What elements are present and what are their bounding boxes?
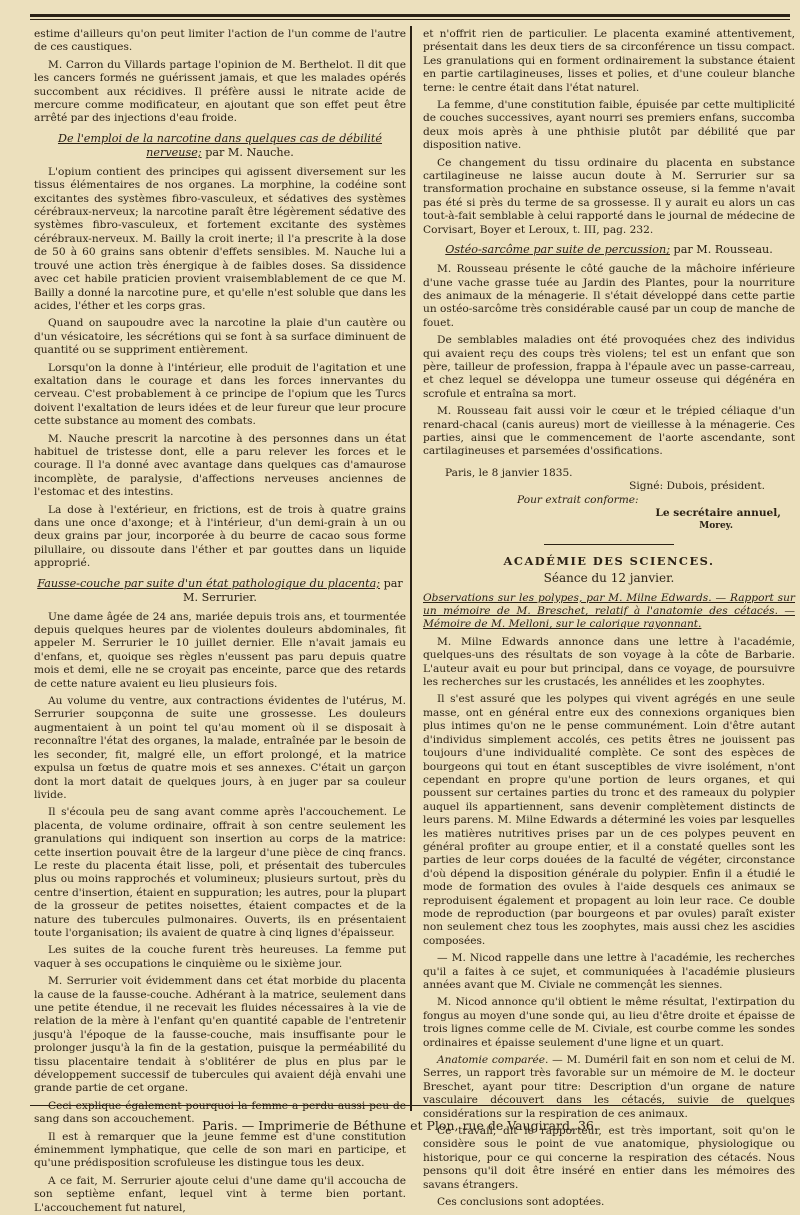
bottom-rule	[30, 1105, 790, 1106]
article-title: De l'emploi de la narcotine dans quelques cas de débilité nerveuse;	[57, 131, 382, 159]
article-author: par M. Serrurier.	[183, 576, 403, 604]
paragraph-body: — M. Duméril fait en son nom et celui de M. Serres, un rapport très favorable sur un mémoire de M. le docteur Breschet, ayant pour titre: Description d'un organe de nature vasculaire découvert dans les cétacés, suivie de quelques considérations sur la respiration de ces animaux.	[423, 1054, 796, 1120]
paragraph: Ceci explique également pourquoi la femme a perdu aussi peu de sang dans son accouchement.	[34, 1099, 406, 1126]
paragraph: De semblables maladies ont été provoquées chez des individus qui avaient reçu des coups très violens; tel est un enfant que son père, tailleur de profession, frappa à l'épaule avec un passe-carreau, et chez lequel se développa une tumeur osseuse qui dégénéra en scrofule et entraîna sa mort.	[423, 334, 795, 400]
paragraph: Ce travail, dit le rapporteur, est très important, soit qu'on le considère sous le point de vue anatomique, physiologique ou historique, pour ce qui concerne la respiration des cétacés. Nous pensons qu'il doit être inséré en entier dans les mémoires des savans étrangers.	[423, 1125, 795, 1191]
paragraph: M. Milne Edwards annonce dans une lettre à l'académie, quelques-uns des résultats de son voyage à la côte de Barbarie. L'auteur avait eu pour but principal, dans ce voyage, de poursuivre les recherches sur les crustacés, les annélides et les zoophytes.	[423, 635, 795, 689]
paragraph: M. Serrurier voit évidemment dans cet état morbide du placenta la cause de la fausse-couche. Adhérant à la matrice, seulement dans une petite étendue, il ne recevait les fluides nécessaires à la vie de relation de la mère à l'enfant qu'en quantité capable de l'entretenir jusqu'à l'époque de la fausse-couche, mais insuffisante pour le prolonger jusqu'à la fin de la gestation, puisque la perméabilité du tissu placentaire tendait à s'oblitérer de plus en plus par le développement successif de tubercules qui avaient déjà envahi une grande partie de cet organe.	[34, 975, 406, 1095]
paragraph: estime d'ailleurs qu'on peut limiter l'action de l'un comme de l'autre de ces caustiques.	[34, 28, 406, 54]
right-column	[423, 28, 796, 1209]
article-title: Ostéo-sarcôme par suite de percussion;	[445, 243, 670, 257]
paragraph: Au volume du ventre, aux contractions évidentes de l'utérus, M. Serrurier soupçonna de suite une grossesse. Les douleurs augmentaient à un point tel qu'au moment où il se disposait à reconnaître l'état des organes, la malade, entraînée par le besoin de les seconder, fit, malgré elle, un effort prolongé, et la matrice expulsa un fœtus de quatre mois et ses annexes. C'était un garçon dont la mort datait de quelques jours, à en juger par sa couleur livide.	[34, 695, 406, 801]
paragraph: Lorsqu'on la donne à l'intérieur, elle produit de l'agitation et une exaltation dans le courage et dans les forces innervantes du cerveau. C'est probablement à ce principe de l'opium que les Turcs doivent l'exaltation de leurs idées et de leur fureur que leur procure cette substance au moment des combats.	[34, 361, 406, 428]
article-author: par M. Rousseau.	[673, 243, 773, 257]
article-heading-osteo-sarcome	[423, 243, 795, 257]
section-rule	[544, 544, 674, 545]
article-author: par M. Nauche.	[205, 145, 294, 159]
session-date: Séance du 12 janvier.	[543, 571, 675, 586]
paragraph: M. Rousseau fait aussi voir le cœur et le trépied céliaque d'un renard-chacal (canis aureus) mort de vieillesse à la ménagerie. Ces parties, ainsi que le commencement de l'aorte ascendante, sont cartilagineuses et parsemées d'ossifications.	[423, 405, 795, 458]
paragraph: M. Nauche prescrit la narcotine à des personnes dans un état habituel de tristesse dont, elle a paru relever les forces et le courage. Il l'a donné avec avantage dans quelques cas d'amaurose incomplète, de paralysie, d'affections nerveuses anciennes de l'estomac et des intestins.	[34, 432, 406, 499]
paragraph-lead: Anatomie comparée.	[437, 1054, 549, 1067]
paragraph: Ce changement du tissu ordinaire du placenta en substance cartilagineuse ne laisse aucun doute à M. Serrurier sur sa transformation prochaine en substance osseuse, si la femme n'avait pas été si près du terme de sa grossesse. Il y aurait eu alors un cas tout-à-fait semblable à celui rapporté dans le journal de médecine de Corvisart, Boyer et Leroux, t. III, pag. 232.	[423, 156, 795, 236]
section-title: ACADÉMIE DES SCIENCES.	[503, 553, 715, 568]
paragraph: Il est à remarquer que la jeune femme est d'une constitution éminemment lymphatique, que celle de son mari en participe, et qu'une prédisposition scrofuleuse les distingue tous les deux.	[34, 1130, 406, 1170]
signature-conforme: Pour extrait conforme:	[517, 493, 639, 506]
paragraph: Il s'écoula peu de sang avant comme après l'accouchement. Le placenta, de volume ordinaire, offrait à son centre seulement les granulations qui indiquent son insertion au corps de la matrice: cette insertion pouvait être de la largeur d'une pièce de cinq francs. Le reste du placenta était lisse, poli, et présentait des tubercules plus ou moins rapprochés et volumineux; plusieurs surtout, près du centre d'insertion, étaient en suppuration; les autres, pour la plupart de la grosseur de petites noisettes, étaient compactes et de la nature des tubercules pulmonaires. Ouverts, ils en présentaient toute l'organisation; ils avaient de quatre à cinq lignes d'épaisseur.	[34, 806, 406, 939]
paragraph	[423, 1054, 795, 1121]
signature-president: Signé: Dubois, président.	[629, 480, 765, 493]
signature-date: Paris, le 8 janvier 1835.	[445, 466, 573, 479]
article-heading-narcotine	[34, 132, 406, 160]
paragraph: M. Nicod annonce qu'il obtient le même résultat, l'extirpation du fongus au moyen d'une sonde qui, au lieu d'être droite et épaisse de trois lignes comme celle de M. Civiale, est courbe comme les sondes ordinaires et épaisse seulement d'une ligne et un quart.	[423, 996, 795, 1049]
paragraph: et n'offrit rien de particulier. Le placenta examiné attentivement, présentait dans les deux tiers de sa circonférence un tissu compact. Les granulations qui en forment ordinairement la substance étaient en partie cartilagineuses, lisses et polies, et d'une couleur blanche terne: le centre était dans l'état naturel.	[423, 28, 795, 94]
paragraph: Il s'est assuré que les polypes qui vivent agrégés en une seule masse, ont en général entre eux des connexions organiques bien plus intimes qu'on ne le pense communément. Loin d'être autant d'individus simplement accolés, ces petits êtres ne jouissent pas toujours d'une individualité complète. Ce sont des espèces de bourgeons qui tout en étant susceptibles de vivre isolément, n'ont cependant en propre qu'une portion de leurs organes, et qui poussent sur certaines parties du tronc et des rameaux du polypier auquel ils appartiennent, sans devenir complètement distincts de leurs parens. M. Milne Edwards a déterminé les voies par lesquelles les matières nutritives prises par un de ces polypes peuvent en général profiter au groupe entier, et il a constaté quelles sont les parties de leur corps douées de la faculté de végéter, circonstance d'où dépend la disposition générale du polypier. Enfin il a étudié le mode de formation des ovules à l'aide desquels ces animaux se reproduisent également et propagent au loin leur race. Ce double mode de reproduction (par bourgeons et par ovules) paraît exister non seulement chez tous les zoophytes, mais aussi chez les ascidies composées.	[423, 693, 795, 947]
paragraph: La femme, d'une constitution faible, épuisée par cette multiplicité de couches successives, ayant nourri ses premiers enfans, succomba deux mois après à une phthisie plutôt par débilité que par disposition native.	[423, 99, 795, 152]
signature-secretaire: Le secrétaire annuel,	[655, 507, 781, 519]
paragraph: Les suites de la couche furent très heureuses. La femme put vaquer à ses occupations le cinquième ou le sixième jour.	[34, 944, 406, 970]
paragraph: M. Carron du Villards partage l'opinion de M. Berthelot. Il dit que les cancers formés ne guérissent jamais, et que les malades opérés succombent aux récidives. Il préfère aussi le nitrate acide de mercure comme modificateur, en ajoutant que son effet peut être arrêté par des injections d'eau froide.	[34, 58, 406, 125]
article-title: Fausse-couche par suite d'un état pathologique du placenta;	[37, 576, 381, 590]
paragraph: M. Rousseau présente le côté gauche de la mâchoire inférieure d'une vache grasse tuée au Jardin des Plantes, pour la nourriture des animaux de la ménagerie. Il s'était développé dans cette partie un ostéo-sarcôme très considérable causé par un coup de manche de fouet.	[423, 263, 795, 329]
paragraph: — M. Nicod rappelle dans une lettre à l'académie, les recherches qu'il a faites à ce sujet, et communiquées à l'académie plusieurs années avant que M. Civiale ne commençât les siennes.	[423, 952, 795, 991]
paragraph: Ces conclusions sont adoptées.	[437, 1196, 605, 1209]
signature-name: Morey.	[699, 521, 733, 532]
article-heading-fausse-couche	[34, 577, 406, 605]
paragraph: A ce fait, M. Serrurier ajoute celui d'une dame qu'il accoucha de son septième enfant, lequel vint à terme bien portant. L'accouchement fut naturel,	[34, 1174, 406, 1214]
top-rule	[30, 14, 790, 20]
imprint-footer: Paris. — Imprimerie de Béthune et Plon, rue de Vaugirard, 36.	[202, 1118, 598, 1133]
session-summary: Observations sur les polypes, par M. Milne Edwards. — Rapport sur un mémoire de M. Breschet, relatif à l'anatomie des cétacés. — Mémoire de M. Melloni, sur le calorique rayonnant.	[423, 591, 795, 631]
column-divider	[410, 26, 412, 1111]
paragraph: L'opium contient des principes qui agissent diversement sur les tissus élémentaires de nos organes. La morphine, la codéine sont excitantes des systèmes fibro-vasculeux, et sédatives des systèmes cérébraux-nerveux; la narcotine paraît être légèrement sédative des systèmes fibro-vasculeux, et fortement excitante des systèmes cérébraux-nerveux. M. Bailly la croit inerte; il l'a prescrite à la dose de 50 à 60 grains sans obtenir d'effets sensibles. M. Nauche lui a trouvé une action très énergique à de faibles doses. Sa dissidence avec cet habile praticien provient vraisemblablement de ce que M. Bailly a donné la narcotine pure, et qu'elle n'est soluble que dans les acides, l'éther et les corps gras.	[34, 165, 406, 312]
paragraph: La dose à l'extérieur, en frictions, est de trois à quatre grains dans une once d'axonge; et à l'intérieur, d'un demi-grain à un ou deux grains par jour, incorporée à du beurre de cacao sous forme pilullaire, ou dissoute dans l'éther et par gouttes dans un liquide approprié.	[34, 503, 406, 570]
paragraph: Une dame âgée de 24 ans, mariée depuis trois ans, et tourmentée depuis quelques heures par de violentes douleurs abdominales, fit appeler M. Serrurier le 10 juillet dernier. Elle n'avait jamais eu d'enfans, et, quoique ses règles n'eussent pas paru depuis quatre mois et demi, elle ne se croyait pas enceinte, parce que des retards de cette nature avaient eu lieu plusieurs fois.	[34, 610, 406, 690]
paragraph: Quand on saupoudre avec la narcotine la plaie d'un cautère ou d'un vésicatoire, les sécrétions qui se font à sa surface diminuent de quantité ou se suppriment entièrement.	[34, 317, 406, 357]
